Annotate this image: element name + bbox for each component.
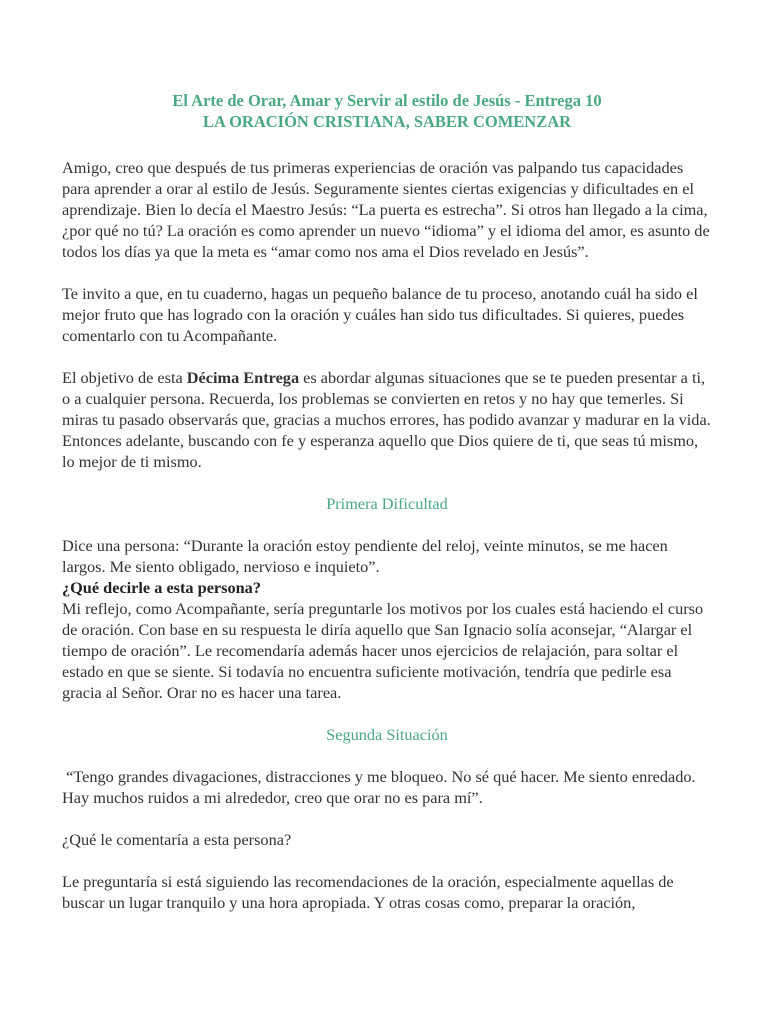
section2-question: ¿Qué le comentaría a esta persona? [62,830,292,849]
section-heading-primera-dificultad: Primera Dificultad [326,494,448,513]
intro-paragraph-3-emphasis: Décima Entrega [186,368,300,387]
section1-quote: Dice una persona: “Durante la oración estoy pendiente del reloj, veinte minutos, se me hacen largos. Me siento obligado, nervioso e inquieto”. [62,536,668,576]
intro-paragraph-3-start: El objetivo de esta [62,368,187,387]
document-title-series: El Arte de Orar, Amar y Servir al estilo de Jesús - Entrega 10 [172,91,602,110]
intro-paragraph-3 [62,367,712,472]
section1-answer: Mi reflejo, como Acompañante, sería preguntarle los motivos por los cuales está haciendo el curso de oración. Con base en su respuesta le diría aquello que San Ignacio solía aconsejar, “Alargar el tiempo de oración”. Le recomendaría además hacer unos ejercicios de relajación, para soltar el estado en que se siente. Si todavía no encuentra suficiente motivación, tendría que pedirle esa gracia al Señor. Orar no es hacer una tarea. [62,599,704,702]
section1-question: ¿Qué decirle a esta persona? [62,578,261,597]
intro-paragraph-3-end: es abordar algunas situaciones que se te pueden presentar a ti, o a cualquier persona. Recuerda, los problemas se convierten en retos y no hay que temerles. Si miras tu pasado observarás que, gracias a muchos errores, has podido avanzar y madurar en la vida. Entonces adelante, buscando con fe y esperanza aquello que Dios quiere de ti, que seas tú mismo, lo mejor de ti mismo. [62,368,711,471]
intro-paragraph-1: Amigo, creo que después de tus primeras experiencias de oración vas palpando tus capacidades para aprender a orar al estilo de Jesús. Seguramente sientes ciertas exigencias y dificultades en el aprendizaje. Bien lo decía el Maestro Jesús: “La puerta es estrecha”. Si otros han llegado a la cima, ¿por qué no tú? La oración es como aprender un nuevo “idioma” y el idioma del amor, es asunto de todos los días ya que la meta es “amar como nos ama el Dios revelado en Jesús”. [62,158,710,261]
section2-quote: “Tengo grandes divagaciones, distracciones y me bloqueo. No sé qué hacer. Me siento enredado. Hay muchos ruidos a mi alrededor, creo que orar no es para mí”. [62,767,700,807]
section-heading-segunda-situacion: Segunda Situación [326,725,448,744]
section2-answer: Le preguntaría si está siguiendo las recomendaciones de la oración, especialmente aquellas de buscar un lugar tranquilo y una hora apropiada. Y otras cosas como, preparar la oración, [62,872,674,912]
document-title-main: LA ORACIÓN CRISTIANA, SABER COMENZAR [202,112,572,131]
document-page [62,90,712,913]
intro-paragraph-2: Te invito a que, en tu cuaderno, hagas un pequeño balance de tu proceso, anotando cuál ha sido el mejor fruto que has logrado con la oración y cuáles han sido tus dificultades. Si quieres, puedes comentarlo con tu Acompañante. [62,284,698,345]
